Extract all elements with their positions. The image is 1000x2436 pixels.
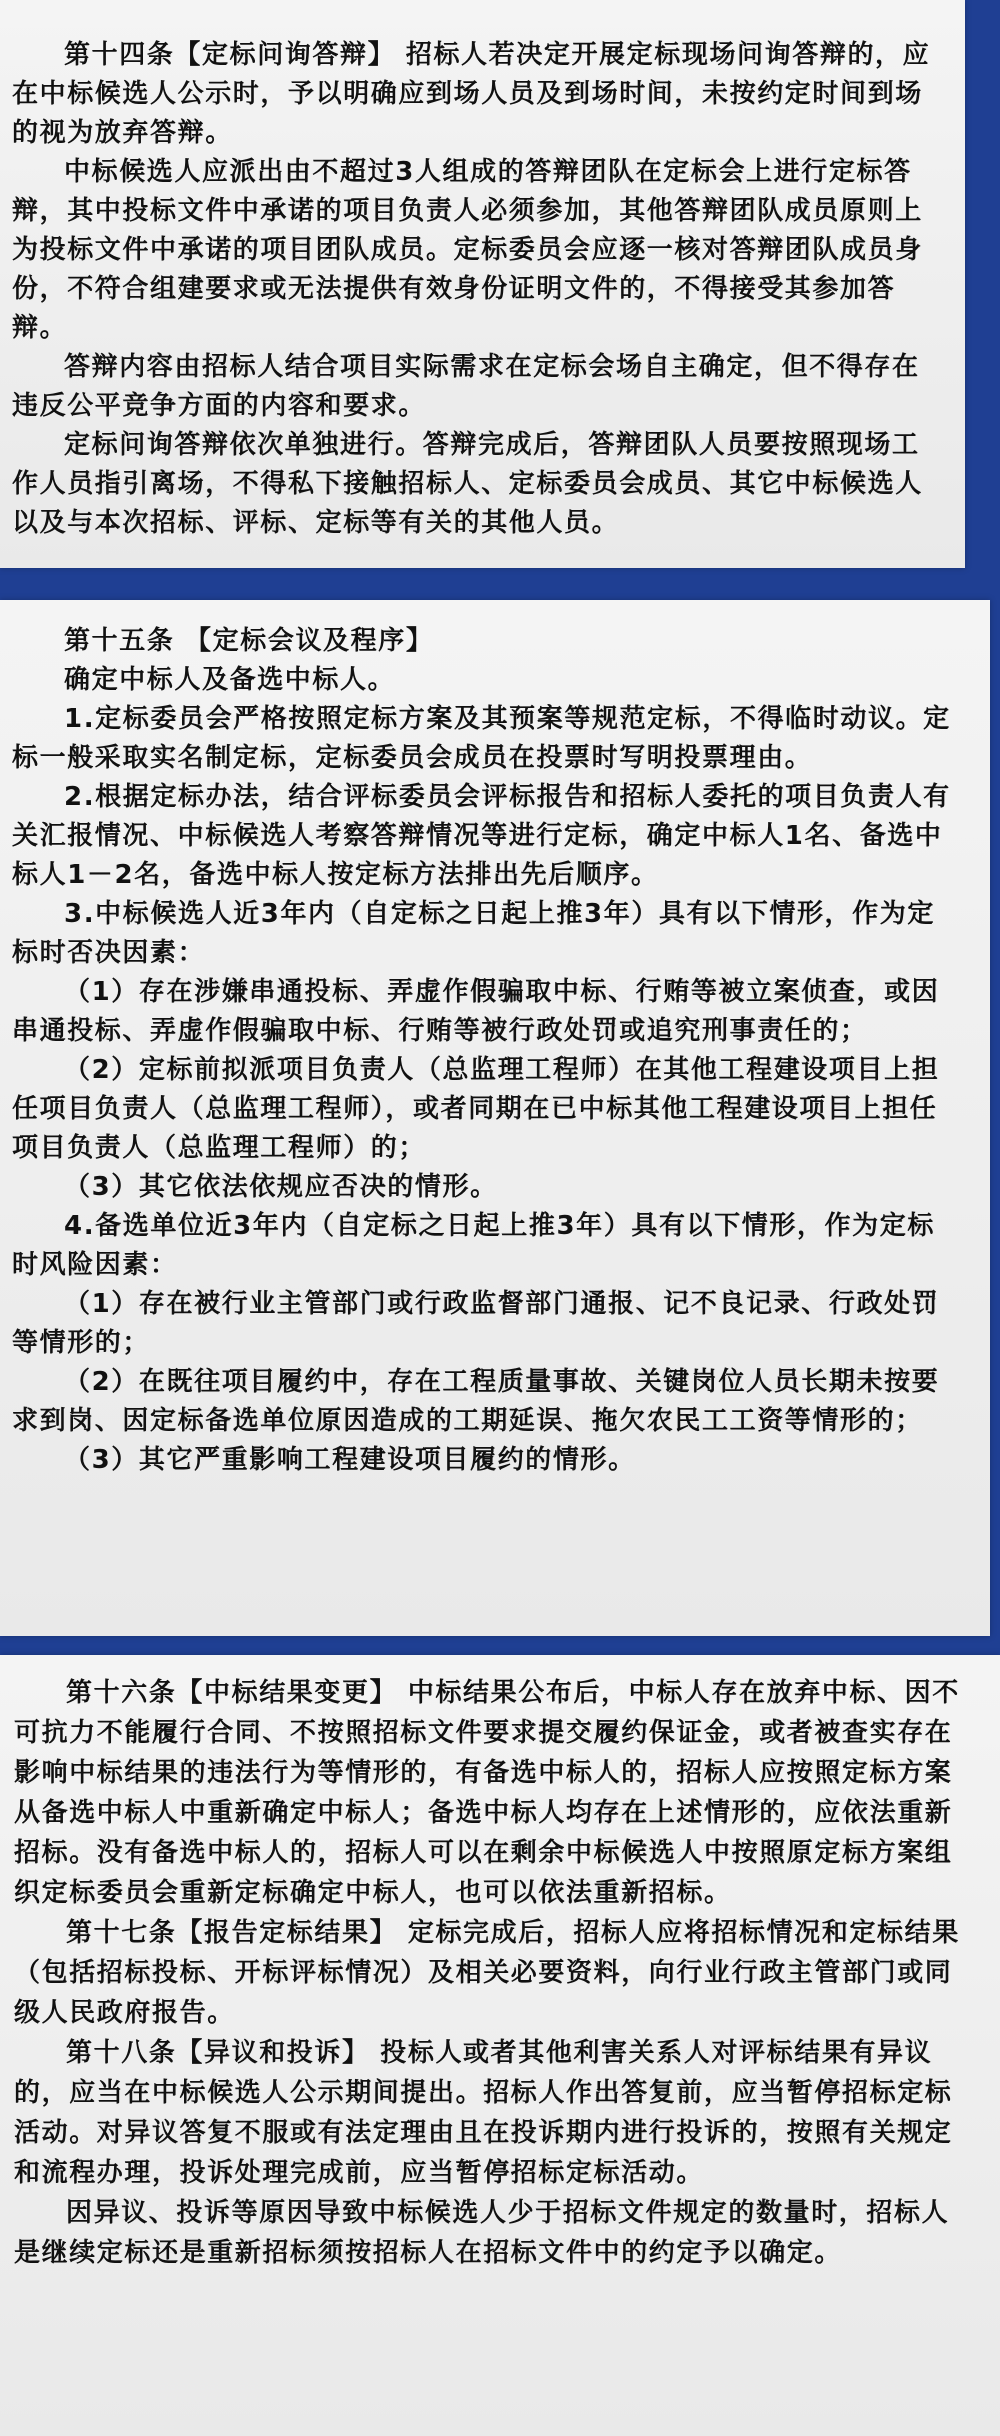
article-15-clause-4: 4.备选单位近3年内（自定标之日起上推3年）具有以下情形，作为定标时风险因素： — [12, 1211, 935, 1280]
article-15-clause-3-item: （3）其它依法依规应否决的情形。 — [64, 1172, 498, 1202]
article-18-paragraph: 第十八条【异议和投诉】 投标人或者其他利害关系人对评标结果有异议的，应当在中标候选人公示期间提出。招标人作出答复前，应当暂停招标定标活动。对异议答复不服或有法定理由且在投诉期内进行投诉的，按照有关规定和流程办理，投诉处理完成前，应当暂停招标定标活动。 — [14, 2038, 953, 2188]
article-15-clause-4-item: （1）存在被行业主管部门或行政监督部门通报、记不良记录、行政处罚等情形的； — [12, 1289, 940, 1358]
article-15-clause-3-item: （1）存在涉嫌串通投标、弄虚作假骗取中标、行贿等被立案侦查，或因串通投标、弄虚作假骗取中标、行贿等被行政处罚或追究刑事责任的； — [12, 977, 940, 1046]
article-18-paragraph: 因异议、投诉等原因导致中标候选人少于招标文件规定的数量时，招标人是继续定标还是重新招标须按招标人在招标文件中的约定予以确定。 — [14, 2198, 950, 2268]
article-14-paragraph: 答辩内容由招标人结合项目实际需求在定标会场自主确定，但不得存在违反公平竞争方面的内容和要求。 — [12, 352, 920, 421]
article-14-paragraph: 中标候选人应派出由不超过3人组成的答辩团队在定标会上进行定标答辩，其中投标文件中承诺的项目负责人必须参加，其他答辩团队成员原则上为投标文件中承诺的项目团队成员。定标委员会应逐一核对答辩团队成员身份，不符合组建要求或无法提供有效身份证明文件的，不得接受其参加答辩。 — [12, 157, 923, 343]
article-15-clause-1: 1.定标委员会严格按照定标方案及其预案等规范定标，不得临时动议。定标一般采取实名制定标，定标委员会成员在投票时写明投票理由。 — [12, 704, 951, 773]
article-15-panel — [0, 600, 990, 1636]
article-14-panel — [0, 0, 965, 568]
article-15-clause-4-item: （2）在既往项目履约中，存在工程质量事故、关键岗位人员长期未按要求到岗、因定标备选单位原因造成的工期延误、拖欠农民工工资等情形的； — [12, 1367, 940, 1436]
article-15-paragraph: 确定中标人及备选中标人。 — [64, 665, 396, 695]
article-15-clause-3: 3.中标候选人近3年内（自定标之日起上推3年）具有以下情形，作为定标时否决因素： — [12, 899, 935, 968]
article-17-paragraph: 第十七条【报告定标结果】 定标完成后，招标人应将招标情况和定标结果（包括招标投标、开标评标情况）及相关必要资料，向行业行政主管部门或同级人民政府报告。 — [14, 1918, 960, 2028]
article-16-paragraph: 第十六条【中标结果变更】 中标结果公布后，中标人存在放弃中标、因不可抗力不能履行合同、不按照招标文件要求提交履约保证金，或者被查实存在影响中标结果的违法行为等情形的，有备选中标人的，招标人应按照定标方案从备选中标人中重新确定中标人；备选中标人均存在上述情形的，应依法重新招标。没有备选中标人的，招标人可以在剩余中标候选人中按照原定标方案组织定标委员会重新定标确定中标人，也可以依法重新招标。 — [14, 1678, 960, 1908]
articles-16-18-panel — [0, 1655, 1000, 2436]
article-15-clause-2: 2.根据定标办法，结合评标委员会评标报告和招标人委托的项目负责人有关汇报情况、中标候选人考察答辩情况等进行定标，确定中标人1名、备选中标人1－2名，备选中标人按定标方法排出先后顺序。 — [12, 782, 951, 890]
article-14-paragraph: 定标问询答辩依次单独进行。答辩完成后，答辩团队人员要按照现场工作人员指引离场，不得私下接触招标人、定标委员会成员、其它中标候选人以及与本次招标、评标、定标等有关的其他人员。 — [12, 430, 923, 538]
article-14-heading-paragraph: 第十四条【定标问询答辩】 招标人若决定开展定标现场问询答辩的，应在中标候选人公示时，予以明确应到场人员及到场时间，未按约定时间到场的视为放弃答辩。 — [12, 40, 931, 148]
article-15-clause-4-item: （3）其它严重影响工程建设项目履约的情形。 — [64, 1445, 636, 1475]
article-15-clause-3-item: （2）定标前拟派项目负责人（总监理工程师）在其他工程建设项目上担任项目负责人（总监理工程师），或者同期在已中标其他工程建设项目上担任项目负责人（总监理工程师）的； — [12, 1055, 940, 1163]
article-15-heading: 第十五条 【定标会议及程序】 — [64, 626, 434, 656]
